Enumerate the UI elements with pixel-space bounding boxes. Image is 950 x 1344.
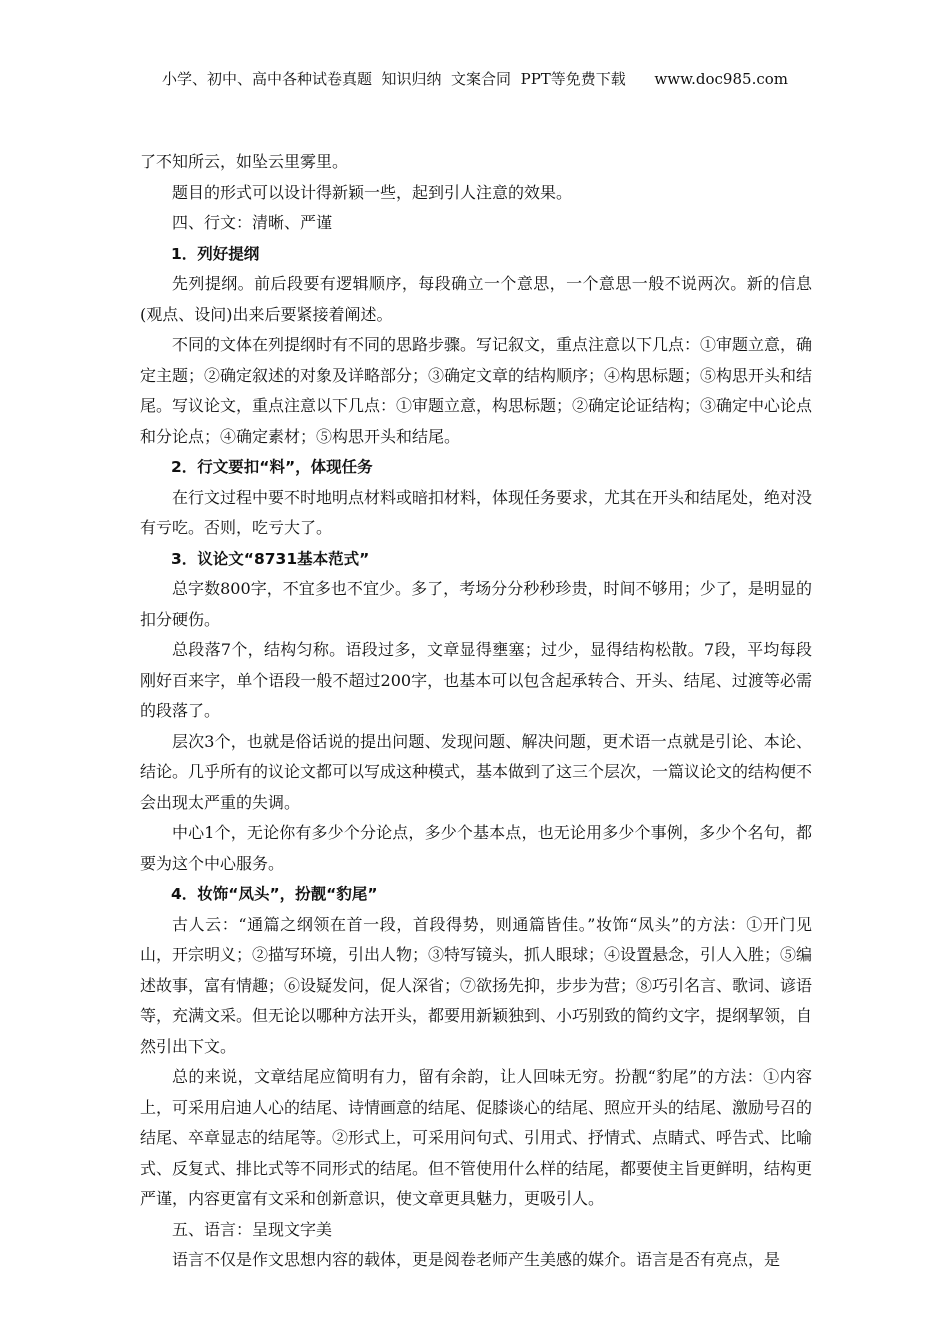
paragraph: 古人云：“通篇之纲领在首一段，首段得势，则通篇皆佳。”妆饰“凤头”的方法：①开门见山，开宗明义；②描写环境，引出人物；③特写镜头，抓人眼球；④设置悬念，引人入胜；⑤编述故事，富有情趣；⑥设疑发问，促人深省；⑦欲扬先抑，步步为营；⑧巧引名言、歌词、谚语等，充满文采。但无论以哪种方法开头，都要用新颖独到、小巧别致的简约文字，提纲挈领，自然引出下文。 xyxy=(140,914,813,1056)
paragraph: 总的来说，文章结尾应简明有力，留有余韵，让人回味无穷。扮靓“豹尾”的方法：①内容上，可采用启迪人心的结尾、诗情画意的结尾、促膝谈心的结尾、照应开头的结尾、激励号召的结尾、卒章显志的结尾等。②形式上，可采用问句式、引用式、抒情式、点睛式、呼告式、比喻式、反复式、排比式等不同形式的结尾。但不管使用什么样的结尾，都要使主旨更鲜明，结构更严谨，内容更富有文采和创新意识，使文章更具魅力，更吸引人。 xyxy=(140,1067,813,1208)
section-heading: 四、行文：清晰、严谨 xyxy=(172,213,333,232)
subsection-heading: 3．议论文“8731基本范式” xyxy=(171,549,370,568)
page-header: 小学、初中、高中各种试卷真题 知识归纳 文案合同 PPT等免费下载 www.doc985.com xyxy=(161,70,788,88)
subsection-heading: 4．妆饰“凤头”，扮靓“豹尾” xyxy=(171,885,378,903)
paragraph: 了不知所云，如坠云里雾里。 xyxy=(140,152,349,171)
paragraph: 不同的文体在列提纲时有不同的思路步骤。写记叙文，重点注意以下几点：①审题立意，确定主题；②确定叙述的对象及详略部分；③确定文章的结构顺序；④构思标题；⑤构思开头和结尾。写议论文，重点注意以下几点：①审题立意，构思标题；②确定论证结构；③确定中心论点和分论点；④确定素材；⑤构思开头和结尾。 xyxy=(140,335,813,446)
subsection-heading: 2．行文要扣“料”，体现任务 xyxy=(171,458,373,476)
subsection-heading: 1．列好提纲 xyxy=(171,244,260,263)
section-heading: 五、语言：呈现文字美 xyxy=(172,1219,333,1239)
paragraph: 题目的形式可以设计得新颖一些，起到引人注意的效果。 xyxy=(172,182,573,202)
paragraph: 总字数800字，不宜多也不宜少。多了，考场分分秒秒珍贵，时间不够用；少了，是明显的扣分硬伤。 xyxy=(140,579,812,629)
paragraph: 先列提纲。前后段要有逻辑顺序，每段确立一个意思，一个意思一般不说两次。新的信息(观点、设问)出来后要紧接着阐述。 xyxy=(140,274,812,324)
paragraph: 总段落7个，结构匀称。语段过多，文章显得壅塞；过少，显得结构松散。7段，平均每段刚好百来字，单个语段一般不超过200字，也基本可以包含起承转合、开头、结尾、过渡等必需的段落了。 xyxy=(140,640,812,720)
paragraph: 层次3个，也就是俗话说的提出问题、发现问题、解决问题，更术语一点就是引论、本论、结论。几乎所有的议论文都可以写成这种模式，基本做到了这三个层次，一篇议论文的结构便不会出现太严重的失调。 xyxy=(140,731,813,812)
paragraph: 语言不仅是作文思想内容的载体，更是阅卷老师产生美感的媒介。语言是否有亮点，是 xyxy=(172,1250,781,1269)
paragraph: 在行文过程中要不时地明点材料或暗扣材料，体现任务要求，尤其在开头和结尾处，绝对没有亏吃。否则，吃亏大了。 xyxy=(140,487,813,537)
document-body xyxy=(140,147,812,1276)
paragraph: 中心1个，无论你有多少个分论点，多少个基本点，也无论用多少个事例，多少个名句，都要为这个中心服务。 xyxy=(140,823,812,873)
